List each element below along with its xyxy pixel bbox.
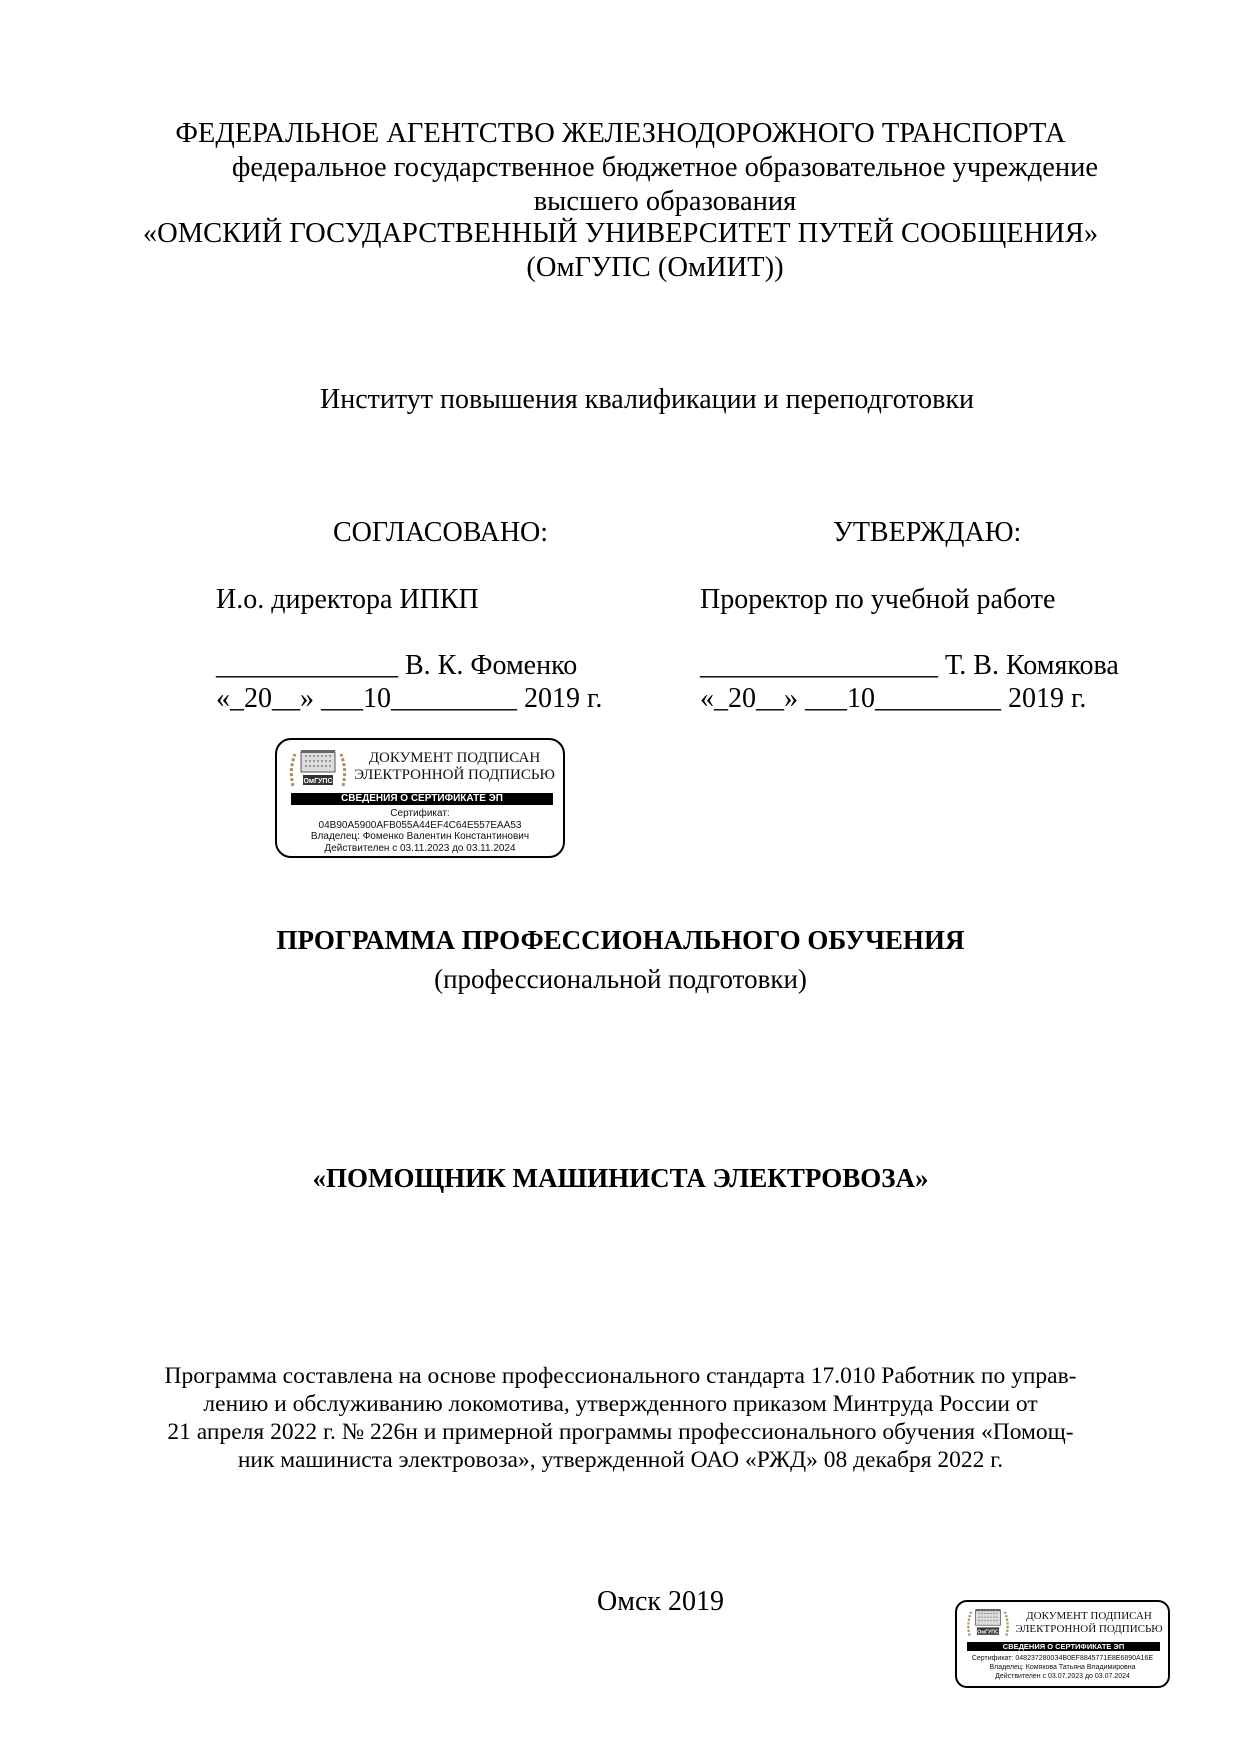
agency-name: ФЕДЕРАЛЬНОЕ АГЕНТСТВО ЖЕЛЕЗНОДОРОЖНОГО ТРАНСПОРТА (175, 118, 1066, 149)
svg-text:ОмГУПС: ОмГУПС (977, 1629, 999, 1636)
e-signature-stamp-komyakova (955, 1600, 1170, 1688)
paragraph-line: 21 апреля 2022 г. № 226н и примерной программы профессионального обучения «Помощ- (167, 1419, 1074, 1445)
date-line-right: «_20__» ___10_________ 2019 г. (700, 683, 1087, 714)
institute-name: Институт повышения квалификации и переподготовки (320, 384, 974, 415)
stamp-owner: Владелец: Комякова Татьяна Владимировна (989, 1664, 1136, 1671)
stamp-line1: ДОКУМЕНТ ПОДПИСАН (368, 750, 541, 766)
program-name: «ПОМОЩНИК МАШИНИСТА ЭЛЕКТРОВОЗА» (312, 1163, 929, 1193)
paragraph-line: Программа составлена на основе профессионального стандарта 17.010 Работник по управ- (164, 1363, 1077, 1389)
basis-paragraph (0, 1362, 1241, 1474)
signature-line-right: _________________ Т. В. Комякова (700, 650, 1119, 681)
stamp-validity: Действителен с 03.07.2023 до 03.07.2024 (995, 1673, 1130, 1680)
program-subtitle: (профессиональной подготовки) (434, 964, 807, 994)
program-title: ПРОГРАММА ПРОФЕССИОНАЛЬНОГО ОБУЧЕНИЯ (276, 925, 965, 955)
stamp-line2: ЭЛЕКТРОННОЙ ПОДПИСЬЮ (1015, 1622, 1163, 1635)
approval-position-right: Проректор по учебной работе (700, 584, 1056, 615)
university-abbr: (ОмГУПС (ОмИИТ)) (526, 252, 784, 283)
signature-line-left: _____________ В. К. Фоменко (216, 650, 578, 681)
e-signature-stamp-fomenko (275, 738, 565, 858)
stamp-cert-label: Сертификат: (390, 808, 450, 819)
university-name: «ОМСКИЙ ГОСУДАРСТВЕННЫЙ УНИВЕРСИТЕТ ПУТЕЙ СООБЩЕНИЯ» (142, 218, 1099, 249)
stamp-cert-bar: СВЕДЕНИЯ О СЕРТИФИКАТЕ ЭП (967, 1642, 1160, 1651)
stamp-owner: Владелец: Фоменко Валентин Константинович (310, 831, 530, 842)
institution-level: высшего образования (533, 186, 797, 217)
stamp-cert-number: 04B90A5900AFB055A44EF4C64E557EAA53 (318, 819, 522, 831)
institution-type: федеральное государственное бюджетное образовательное учреждение (231, 152, 1099, 183)
university-logo-icon (965, 1606, 1011, 1640)
city-year: Омск 2019 (597, 1586, 724, 1617)
stamp-cert-bar: СВЕДЕНИЯ О СЕРТИФИКАТЕ ЭП (291, 793, 553, 805)
date-line-left: «_20__» ___10_________ 2019 г. (216, 683, 603, 714)
svg-text:ОмГУПС: ОмГУПС (303, 778, 333, 785)
stamp-cert-number: Сертификат: 0482372800З4B0EF8845771E8E6890A16E (971, 1655, 1154, 1662)
paragraph-line: ник машиниста электровоза», утвержденной ОАО «РЖД» 08 декабря 2022 г. (237, 1447, 1004, 1473)
university-logo-icon (287, 746, 349, 792)
stamp-line1: ДОКУМЕНТ ПОДПИСАН (1026, 1610, 1152, 1622)
stamp-validity: Действителен с 03.11.2023 до 03.11.2024 (324, 842, 516, 854)
approval-position-left: И.о. директора ИПКП (216, 584, 479, 615)
paragraph-line: лению и обслуживанию локомотива, утвержденного приказом Минтруда России от (203, 1391, 1038, 1417)
approval-heading-approve: УТВЕРЖДАЮ: (833, 517, 1022, 548)
stamp-line2: ЭЛЕКТРОННОЙ ПОДПИСЬЮ (354, 767, 555, 783)
approval-heading-agreed: СОГЛАСОВАНО: (333, 517, 549, 548)
